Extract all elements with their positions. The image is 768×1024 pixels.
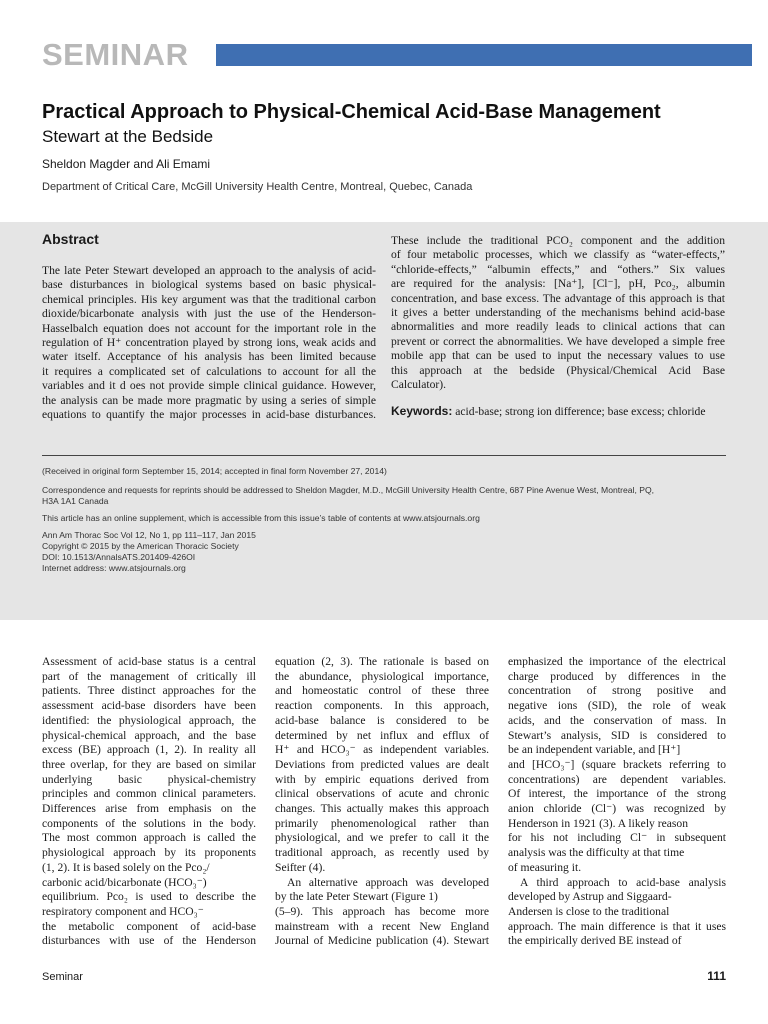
text-line: excess (BE) approach (1, 2). In reality all [42,743,256,757]
text-line: developed by Astrup and Siggaard- [508,890,672,904]
text-line: charge produced by differences in the [508,669,726,683]
text-line: acid-base balance is considered to be [275,713,489,727]
text-line: A third approach to acid-base analysis [520,875,726,889]
text-line: and homeostatic control of these three [275,684,489,698]
text-line: the abundance, physiological importance, [275,669,489,683]
text-line: clinical observations of acute and chronic [275,787,489,801]
abstract-line: it gives a better understanding of the mechanisms behind acid-base [391,306,725,320]
text-line: concentrations) are dependent variables. [508,772,726,786]
abstract-line: this approach at the bedside (Physical/Chemical Acid Base [391,363,725,377]
text-line: (1, 2). It is based solely on the Pco₂/ [42,860,210,874]
text-line: part of the management of critically ill [42,669,256,683]
text-line: emphasized the importance of the electrical [508,655,726,668]
text-line: and [HCO₃⁻] (square brackets referring to [508,757,726,771]
abstract-line: abnormalities and more readily leads to clinical actions that can [391,320,725,334]
text-line: Andersen is close to the traditional [508,904,670,918]
text-line: disturbances with use of the Henderson [42,934,256,948]
text-line: changes. This actually makes this approach [275,802,489,816]
abstract-line: it requires a complicated set of calculations to account for all the [42,364,376,378]
divider [42,455,726,456]
text-line: reaction components. In this approach, [275,699,489,713]
text-line: be an independent variable, and [H⁺] [508,743,681,757]
text-line: (5–9). This approach has become more [275,904,489,918]
text-line: determined by net influx and efflux of [275,728,489,742]
text-line: for his not including Cl⁻ in subsequent [508,831,726,845]
internet-address: Internet address: www.atsjournals.org [42,563,186,573]
abstract-line: prevent or correct the abnormalities. We have developed a simple free [391,334,725,348]
text-line: traditional approach, as recently used by [275,846,489,860]
keywords-list: acid-base; strong ion difference; base excess; chloride [455,405,706,418]
affiliation: Department of Critical Care, McGill University Health Centre, Montreal, Quebec, Canada [42,181,473,193]
text-line: Henderson in 1921 (3). A likely reason [508,816,688,830]
article-subtitle: Stewart at the Bedside [42,127,214,146]
abstract-line: dioxide/bicarbonate analysis with just the use of the Henderson- [42,307,376,321]
text-line: Stewart’s analysis, SID is considered to [508,728,726,742]
text-line: Differences arise from emphasis on the [42,802,256,816]
text-line: Seifter (4). [275,860,326,874]
text-line: the metabolic component of acid-base [42,919,256,933]
abstract-left-column [42,264,376,422]
text-line: negative ions (SID), the role of weak [508,699,726,713]
text-line: Assessment of acid-base status is a central [42,655,256,668]
abstract-right-column [391,234,725,392]
keywords-label: Keywords: [391,404,453,418]
text-line: approach. The main difference is that it uses [508,919,726,933]
section-bar [216,44,752,66]
abstract-line: “chloride-effects,” “albumin effects,” and “others.” Six values [391,262,725,276]
abstract-line: The late Peter Stewart developed an approach to the analysis of acid- [42,264,376,277]
text-line: principles and common clinical parameters. [42,787,256,801]
abstract-line: Hasselbalch equation does not account for the important role in the [42,321,376,335]
text-line: Of interest, the importance of the strong [508,787,726,801]
text-line: Journal of Medicine publication (4). Stewart [275,934,489,948]
abstract-line: are required for the analysis: [Na⁺], [Cl⁻], pH, Pco₂, albumin [391,277,725,291]
abstract-line: mobile app that can be used to input the necessary values to use [391,349,725,363]
abstract-line: These include the traditional PCO₂ component and the addition [391,234,725,247]
abstract-heading: Abstract [42,231,99,247]
abstract-line: water itself. Acceptance of his analysis has been limited because [42,350,376,364]
citation: Ann Am Thorac Soc Vol 12, No 1, pp 111–117, Jan 2015 [42,530,256,540]
text-line: carbonic acid/bicarbonate (HCO₃⁻) [42,875,207,889]
abstract-line: of four metabolic processes, which we classify as “water-effects,” [391,248,725,262]
abstract-line: base disturbances in biological systems based on basic physical- [42,278,376,292]
received-dates: (Received in original form September 15, 2014; accepted in final form November 27, 2014) [42,466,387,476]
copyright: Copyright © 2015 by the American Thoracic Society [42,541,239,551]
keywords [391,404,706,419]
section-label: SEMINAR [42,37,189,72]
abstract-line: Calculator). [391,378,447,392]
text-line: H⁺ and HCO₃⁻ as independent variables. [275,743,489,757]
text-line: anion chloride (Cl⁻) was recognized by [508,802,726,816]
article-title: Practical Approach to Physical-Chemical Acid-Base Management [42,101,661,123]
text-line: patients. Three distinct approaches for the [42,684,256,698]
text-line: respiratory component and HCO₃⁻ [42,904,204,918]
text-line: assessment acid-base disorders have been [42,699,256,713]
text-line: components of the solutions in the body. [42,816,256,830]
text-line: analysis was the difficulty at that time [508,846,685,860]
text-line: underlying basic physical-chemistry [42,772,256,786]
text-line: by the late Peter Stewart (Figure 1) [275,890,438,904]
text-line: primarily phenomenological rather than [275,816,489,830]
body-column-2 [275,655,489,949]
text-line: the empirically derived BE instead of [508,934,682,948]
authors: Sheldon Magder and Ali Emami [42,157,211,171]
text-line: three overlap, for they are based on similar [42,757,256,771]
text-line: physical-chemical approach, and the base [42,728,256,742]
text-line: Deviations from predicted values are dealt [275,757,489,771]
text-line: of measuring it. [508,860,582,874]
correspondence: Correspondence and requests for reprints should be addressed to Sheldon Magder, M.D., McGill University Health Centre, 687 Pine Avenue West, Montreal, PQ, [42,485,655,495]
abstract-line: equations to quantify the major processes in acid-base disturbances. [42,408,376,422]
text-line: physiological, and we prefer to call it the [275,831,489,845]
abstract-line: concentration, and base excess. The advantage of this approach is that [391,291,725,305]
body-column-3 [508,655,726,949]
text-line: with by empiric equations derived from [275,772,489,786]
text-line: acids, and the conservation of mass. In [508,713,726,727]
correspondence-postcode: H3A 1A1 Canada [42,496,109,506]
page-number: 111 [707,969,726,983]
text-line: physiological approach by its proponents [42,846,256,860]
body-column-1 [42,655,256,949]
text-line: identified: the physiological approach, the [42,713,256,727]
text-line: mainstream with a recent New England [275,919,489,933]
text-line: An alternative approach was developed [287,875,489,889]
supplement-note: This article has an online supplement, which is accessible from this issue’s table of contents at www.atsjournals.org [42,513,480,523]
abstract-line: regulation of H⁺ concentration played by strong ions, weak acids and [42,336,376,350]
text-line: equation (2, 3). The rationale is based on [275,655,489,668]
text-line: concentration of strong positive and [508,684,726,698]
abstract-line: the analysis can be made more pragmatic by using a series of simple [42,393,376,407]
doi: DOI: 10.1513/AnnalsATS.201409-426OI [42,552,196,562]
abstract-line: chemical principles. His key argument was that the traditional carbon [42,292,376,306]
footer-section: Seminar [42,971,83,983]
abstract-line: variables and it d oes not provide simple clinical guidance. However, [42,379,376,393]
text-line: The most common approach is called the [42,831,256,845]
text-line: equilibrium. Pco₂ is used to describe the [42,890,256,904]
